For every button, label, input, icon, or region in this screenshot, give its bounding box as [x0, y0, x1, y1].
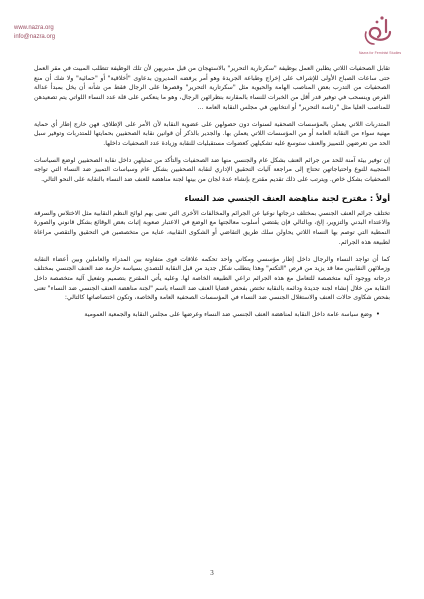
document-body	[34, 64, 390, 320]
body-paragraph: تقابل الصحفيات اللاتي يطلبن العمل بوظيفة "سكرتارية التحرير" بالاستهجان من قبل مديريهن لأن تلك الوظيفة تتطلب المبيت في مقر العمل حتى ساعات الصباح الأولى للإشراف على إخراج وطباعة الجريدة وهو أمر يرفضه المديرون بدعاوى "أخلاقية" أو "حمائية" ولا شك أن منع الصحفيات من التدرب بعض المناصب الهامة والحيوية مثل "سكرتارية التحرير" وقصرها على الرجال فقط من شأنه أن يخل بمبدأ عدالة الفرص وينسحب في توفير قدر أقل من الخبرات للنساء بالمقارنة بنظرائهن الرجال، وهو ما ينعكس على قلة عدد النساء اللواتي يتم تصعيدهن للمناصب العليا مثل "رئاسة التحرير" أو انتخابهن في مجلس النقابة العامة ...	[34, 65, 390, 111]
bullet-list	[34, 310, 390, 320]
body-paragraph: المتدربات اللاتي يعملن بالمؤسسات الصحفية لسنوات دون حصولهن على عضوية النقابة لأن الأمر على الإطلاق، فهن خارج إطار أي حماية مهنية سواء من النقابة العامة أو من المؤسسات اللاتي يعملن بها. والجدير بالذكر أن قوانين نقابة الصحفيين بحمايتها للمتدربات وتوفير سبل الحد من تعرضهن للتمييز والعنف ستوسع عليه تشكيلهن كعضوات مستقبليات للنقابة وزيادة عدد الصحفيات داخلها.	[34, 120, 390, 147]
email-link[interactable]: info@nazra.org	[14, 34, 56, 40]
page-header	[0, 10, 424, 62]
page-number: 3	[210, 569, 214, 577]
logo-mark-icon	[360, 10, 400, 50]
body-paragraph: كما أن تواجد النساء والرجال داخل إطار مؤسسي ومكاني واحد تحكمه علاقات قوى متفاوتة بين المدراء والعاملين وبين أعضاء النقابة وزملائهن النقابيين معا قد يزيد من فرص "التكتم" وهذا يتطلب شكل جديد من قبل النقابة للتصدي بسياسة حازمة ضد العنف الجنسي بمختلف درجاته ووجود آلية متخصصة للتعامل مع هذه الجرائم تراعي الطبيعة الخاصة لها. وعليه يأتي المقترح بتصميم وتفعيل آلية متخصصة داخل النقابة من خلال إنشاء لجنة جديدة ودائمة بالنقابة تختص بفحص قضايا العنف ضد النساء باسم "لجنة مناهضة العنف الجنسي ضد النساء" تعنى بفحص شكاوى حالات العنف والاستغلال الجنسي ضد النساء في المؤسسات الصحفية العامة والخاصة، وتكون اختصاصاتها كالتالي:	[34, 255, 390, 302]
section-heading: أولاً : مقترح لجنة مناهضة العنف الجنسي ضد النساء	[184, 192, 390, 203]
nazra-logo	[356, 10, 404, 62]
body-paragraph: تختلف جرائم العنف الجنسي بمختلف درجاتها نوعيا عن الجرائم والمخالفات الأخرى التي تعنى بهم لوائح النظم النقابية مثل الاختلاس والسرقة والاعتداء البدني والتزوير، إلخ، وبالتالي فإن يقتضي أسلوب معالجتها مع الوضع في الاعتبار صعوبة إثبات بعض الوقائع بشكل قانوني والصورة النمطية التي توصم بها النساء اللاتي يحاولن سلك طريق التقاضي أو الشكوى النقابية، عناية من متخصصين في التحقيق والتقصي مراعاة لطبيعة هذه الجرائم.	[34, 209, 390, 246]
body-paragraph: إن توفير بيئة آمنة للحد من جرائم العنف بشكل عام والجنسي منها ضد الصحفيات والتأكد من تمثيلهن داخل نقابة الصحفيين لوضع السياسات المتجيبة للنوع واحتياجاتهن تحتاج إلى مراجعة آليات التحقيق الإداري لنقابة الصحفيين بشكل عام وسياسات التمييز ضد النساء التي تواجه الصحفيات بشكل خاص. ويترتب على ذلك تقديم مقترح بإنشاء عدة لجان من بينها لجنة مناهضة للعنف ضد النساء بالنقابة على النحو التالي.	[34, 156, 390, 184]
logo-subtitle: Nazra for Feminist Studies	[358, 51, 402, 55]
bullet-item: • وضع سياسة عامة داخل النقابة لمناهضة العنف الجنسي ضد النساء وعرضها على مجلس النقابة والجمعية العمومية	[34, 310, 380, 320]
website-link[interactable]: www.nazra.org	[14, 25, 54, 31]
contact-info	[14, 24, 55, 42]
